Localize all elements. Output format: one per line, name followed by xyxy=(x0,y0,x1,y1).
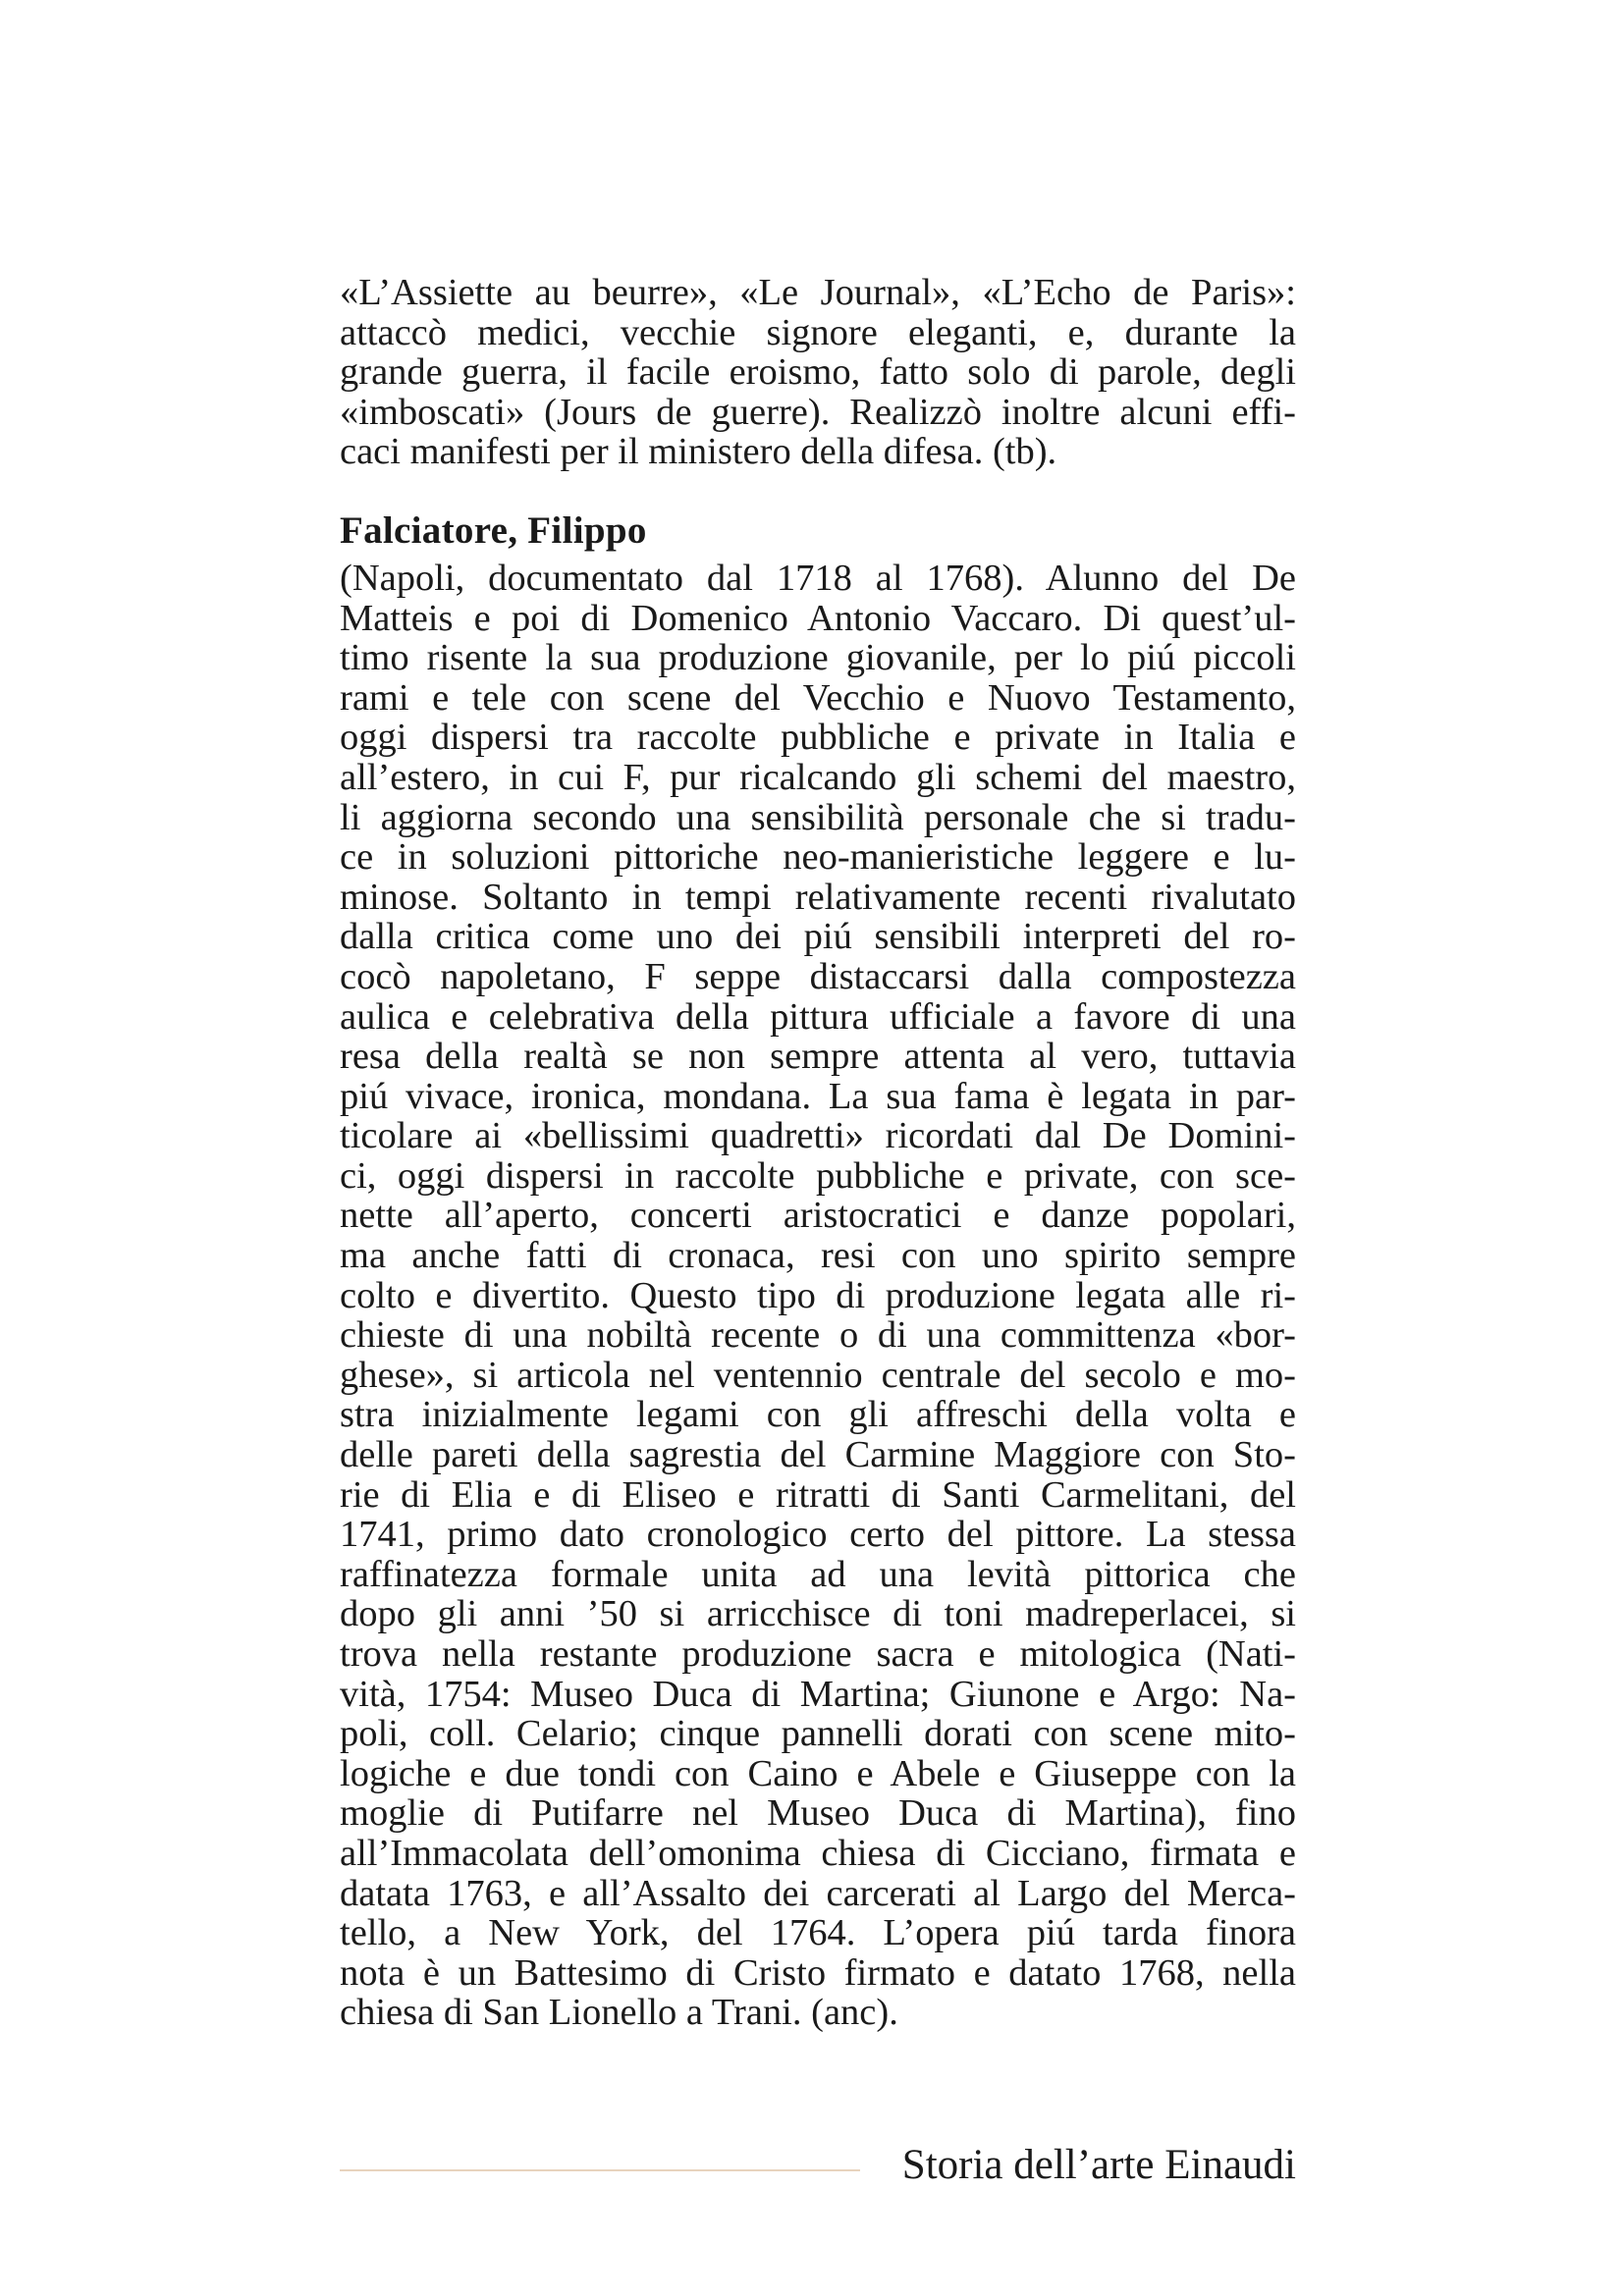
text-line: ticolare ai «bellissimi quadretti» ricordati dal De Domini- xyxy=(340,1115,1296,1157)
text-line: chieste di una nobiltà recente o di una committenza «bor- xyxy=(340,1314,1296,1357)
text-line: nette all’aperto, concerti aristocratici e danze popolari, xyxy=(340,1195,1296,1237)
text-line: aulica e celebrativa della pittura ufficiale a favore di una xyxy=(340,995,1296,1038)
text-line: li aggiorna secondo una sensibilità personale che si tradu- xyxy=(340,796,1296,838)
text-line: logiche e due tondi con Caino e Abele e Giuseppe con la xyxy=(340,1752,1296,1794)
text-line: vità, 1754: Museo Duca di Martina; Giunone e Argo: Na- xyxy=(340,1673,1296,1715)
text-line: chiesa di San Lionello a Trani. (anc). xyxy=(340,1992,898,2034)
text-line: rie di Elia e di Eliseo e ritratti di Santi Carmelitani, del xyxy=(340,1473,1296,1516)
text-line: caci manifesti per il ministero della difesa. (tb). xyxy=(340,431,1057,473)
text-line: all’estero, in cui F, pur ricalcando gli schemi del maestro, xyxy=(340,756,1296,798)
text-line: cocò napoletano, F seppe distaccarsi dalla compostezza xyxy=(340,955,1296,997)
text-line: tello, a New York, del 1764. L’opera piú tarda finora xyxy=(340,1912,1296,1954)
text-line: dalla critica come uno dei piú sensibili interpreti del ro- xyxy=(340,916,1296,958)
text-line: grande guerra, il facile eroismo, fatto solo di parole, degli xyxy=(340,351,1296,394)
text-line: dopo gli anni ’50 si arricchisce di toni madreperlacei, si xyxy=(340,1593,1296,1635)
footer-rule xyxy=(340,2169,860,2171)
text-line: datata 1763, e all’Assalto dei carcerati al Largo del Merca- xyxy=(340,1872,1296,1914)
page-body xyxy=(340,273,1296,2033)
text-line: 1741, primo dato cronologico certo del pittore. La stessa xyxy=(340,1514,1296,1556)
text-line: rami e tele con scene del Vecchio e Nuovo Testamento, xyxy=(340,676,1296,719)
text-line: ce in soluzioni pittoriche neo-manieristiche leggere e lu- xyxy=(340,836,1296,879)
text-line: trova nella restante produzione sacra e mitologica (Nati- xyxy=(340,1633,1296,1675)
text-line: resa della realtà se non sempre attenta al vero, tuttavia xyxy=(340,1036,1296,1078)
text-line: «L’Assiette au beurre», «Le Journal», «L’Echo de Paris»: xyxy=(340,272,1296,313)
text-line: oggi dispersi tra raccolte pubbliche e private in Italia e xyxy=(340,717,1296,759)
text-line: ma anche fatti di cronaca, resi con uno spirito sempre xyxy=(340,1235,1296,1277)
text-line: timo risente la sua produzione giovanile, per lo piú piccoli xyxy=(340,637,1296,679)
text-line: delle pareti della sagrestia del Carmine Maggiore con Sto- xyxy=(340,1434,1296,1476)
text-line: all’Immacolata dell’omonima chiesa di Cicciano, firmata e xyxy=(340,1832,1296,1874)
page-footer xyxy=(340,2138,1296,2197)
text-line: ghese», si articola nel ventennio centrale del secolo e mo- xyxy=(340,1354,1296,1396)
text-line: ci, oggi dispersi in raccolte pubbliche e private, con sce- xyxy=(340,1154,1296,1197)
text-line: (Napoli, documentato dal 1718 al 1768). Alunno del De xyxy=(340,557,1296,599)
text-line: attaccò medici, vecchie signore eleganti, e, durante la xyxy=(340,311,1296,353)
entry-title: Falciatore, Filippo xyxy=(340,508,647,552)
text-line: piú vivace, ironica, mondana. La sua fama è legata in par- xyxy=(340,1075,1296,1117)
text-line: raffinatezza formale unita ad una levità pittorica che xyxy=(340,1553,1296,1595)
text-line: colto e divertito. Questo tipo di produzione legata alle ri- xyxy=(340,1274,1296,1316)
text-line: minose. Soltanto in tempi relativamente recenti rivalutato xyxy=(340,876,1296,918)
text-line: nota è un Battesimo di Cristo firmato e datato 1768, nella xyxy=(340,1951,1296,1994)
text-line: moglie di Putifarre nel Museo Duca di Martina), fino xyxy=(340,1792,1296,1835)
footer-publication-title: Storia dell’arte Einaudi xyxy=(901,2142,1296,2188)
text-line: «imboscati» (Jours de guerre). Realizzò inoltre alcuni effi- xyxy=(340,391,1296,433)
paragraph-continued xyxy=(340,273,1296,472)
text-line: Matteis e poi di Domenico Antonio Vaccaro. Di quest’ul- xyxy=(340,597,1296,639)
text-line: poli, coll. Celario; cinque pannelli dorati con scene mito- xyxy=(340,1713,1296,1755)
entry-body xyxy=(340,559,1296,2033)
text-line: stra inizialmente legami con gli affreschi della volta e xyxy=(340,1394,1296,1436)
